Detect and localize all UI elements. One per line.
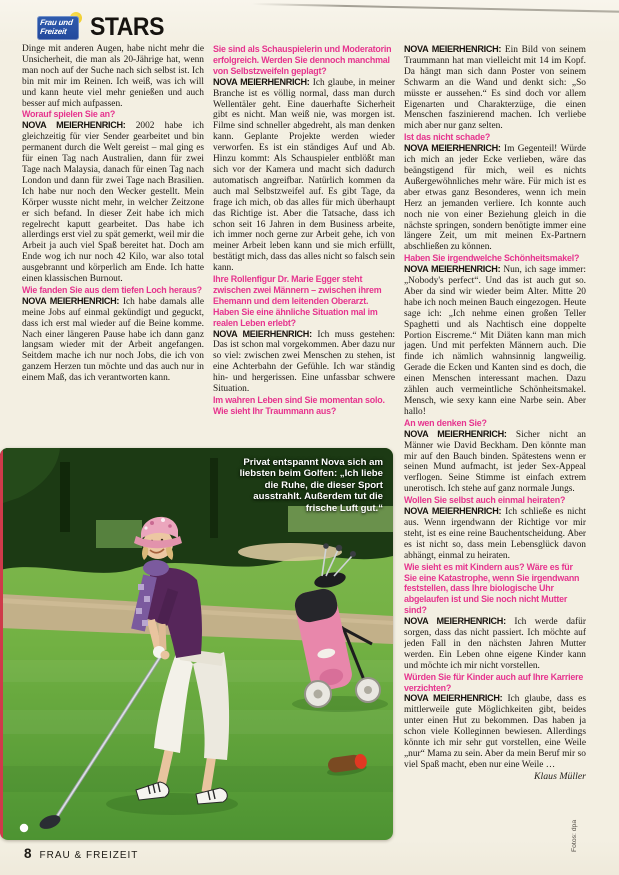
interview-question: Worauf spielen Sie an? <box>22 109 116 120</box>
page-edge-strip <box>0 448 3 840</box>
speaker-name: NOVA MEIERHENRICH: <box>213 328 312 339</box>
interview-answer: NOVA MEIERHENRICH: Ich habe damals alle meine Jobs auf einmal gekündigt und geguckt, dass ich erst mal wieder auf die Beine komme. Nach einer längeren Pause habe ich dann ganz langsam wieder mit der Arbeit angefangen. Seitdem mache ich nur noch Jobs, die ich von ganzem Herzen tun möchte und das auch nur in einem Maß, das ich verantworten kann. <box>22 295 204 384</box>
magazine-name: FRAU & FREIZEIT <box>39 850 139 861</box>
speaker-name: NOVA MEIERHENRICH: <box>404 143 501 154</box>
interview-question: Haben Sie irgendwelche Schönheitsmakel? <box>404 253 580 264</box>
interview-answer: NOVA MEIERHENRICH: Ich muss gestehen: Das ist schon mal vorgekommen. Aber dazu nur so viel: zwischen zwei Menschen zu stehen, ist eine Achterbahn der Gefühle. Ich war ständig hin- und hergerissen. Eine unfassbar schwere Situation. <box>213 328 395 395</box>
article-column-1 <box>22 44 204 446</box>
answer-continuation: Dinge mit anderen Augen, habe nicht mehr die Unsicherheit, die man als 20-Jährige hat, wenn man noch auf der Suche nach sich selbst ist. Ich bin mit mir im Reinen. Ich weiß, was ich will und kann heute viel mehr genießen und auch besser auf mich aufpassen. <box>22 44 204 109</box>
speaker-name: NOVA MEIERHENRICH: <box>404 506 502 517</box>
section-title: STARS <box>90 13 164 41</box>
interview-answer: NOVA MEIERHENRICH: Im Gegenteil! Würde ich mich an jeder Ecke verlieben, wäre das beängstigend für mich, weil es nichts Außergewöhnliches mehr wäre. Für mich ist es aber etwas ganz Besonderes, wenn ich mein Herz an jemanden verliere. Ich konnte auch noch nie von einer Beziehung gleich in die nächste springen, sondern benötigte immer eine längere Zeit, um mit meinen Ex-Partnern abschließen zu können. <box>404 143 586 253</box>
page-number: 8 <box>24 846 32 861</box>
logo-line2: Freizeit <box>39 26 67 36</box>
interview-question: Wie sieht es mit Kindern aus? Wäre es für Sie eine Katastrophe, wenn Sie irgendwann feststellen, dass Ihre biologische Uhr abgelaufen ist und Sie noch nicht Mutter sind? <box>404 561 580 616</box>
speaker-name: NOVA MEIERHENRICH: <box>404 616 506 627</box>
author-byline: Klaus Müller <box>534 770 586 782</box>
interview-question: An wen denken Sie? <box>404 417 487 428</box>
interview-question: Im wahren Leben sind Sie momentan solo. Wie sieht Ihr Traummann aus? <box>213 395 385 416</box>
interview-question: Würden Sie für Kinder auch auf Ihre Karriere verzichten? <box>404 671 584 693</box>
interview-question: Wie fanden Sie aus dem tiefen Loch heraus? <box>22 284 202 295</box>
interview-answer: NOVA MEIERHENRICH: Sicher nicht an Männer wie David Beckham. Den könnte man mir auf den Bauch binden. Spätestens wenn er seinen Mund aufmacht, ist jeder Sex-Appeal verflogen. Seine Stimme ist einfach extrem unerotisch. Ich stehe auf ganz normale Jungs. <box>404 428 586 495</box>
interview-answer: NOVA MEIERHENRICH: Ein Bild von seinem Traummann hat man vielleicht mit 14 im Kopf. Da hängt man sich dann Poster von seinem Schwarm an die Wand und denkt sich: „So müsste er aussehen.“ Es sind doch vor allem Eigenarten und Charakterzüge, die einen Menschen faszinierend machen. Ich verliebe mich aber nur ganz selten. <box>404 44 586 132</box>
interview-question: Wollen Sie selbst auch einmal heiraten? <box>404 495 566 506</box>
speaker-name: NOVA MEIERHENRICH: <box>22 120 126 131</box>
interview-answer: NOVA MEIERHENRICH: 2002 habe ich gleichzeitig für vier Sender gearbeitet und bin permanent durch die Welt gereist – mal ging es für einen Tag nach Australien, dann für zwei Tage nach Malaysia, danach für einen Tag nach London und dann für zwei Tage nach Brasilien. Ich habe nur noch den Wecker gestellt. Mein Körper wusste nicht mehr, in welcher Zeitzone er sich befand. In dieser Zeit habe ich mich regelrecht kaputt gearbeitet. Das habe ich allerdings erst viel zu spät gemerkt, weil mir die Arbeit ja auch viel Spaß bereitet hat. Doch am Ende wog ich nur noch 42 Kilo, war also total ausgebrannt und körperlich am Ende. Ich hatte einen klassischen Burnout. <box>22 120 204 285</box>
interview-question: Sie sind als Schauspielerin und Moderatorin erfolgreich. Werden Sie dennoch manchmal von Selbstzweifeln geplagt? <box>213 44 392 76</box>
magazine-logo-box <box>37 16 79 40</box>
interview-answer: NOVA MEIERHENRICH: Ich glaube, in meiner Branche ist es völlig normal, dass man durch Wellentäler geht. Eine dauerhafte Sicherheit gibt es nicht. Man weiß nie, was morgen ist. Filme sind schneller abgedreht, als man denken kann. Geplante Projekte werden wieder verworfen. Es ist ein ständiges Auf und Ab. Hinzu kommt: Als Schauspieler entblößt man sich vor der Kamera und macht sich dadurch automatisch angreifbar. Natürlich kommen da auch mal Selbstzweifel auf. Es gibt Tage, da frage ich mich, ob das alles für mich überhaupt das Richtige ist. Aber die Tatsache, dass ich schon seit 16 Jahren in dem Business arbeite, ich immer noch gerne zur Arbeit gehe, ich von meiner Arbeit leben kann und sie mich erfüllt, bestätigt mich, dass das alles nicht so falsch sein kann. <box>213 76 395 274</box>
article-column-2 <box>213 44 395 446</box>
interview-answer: NOVA MEIERHENRICH: Ich glaube, dass es mittlerweile gute Möglichkeiten gibt, beides unter einen Hut zu bekommen. Das haben ja schon viele Kolleginnen bewiesen. Allerdings könnte ich mir sehr gut vorstellen, eine Weile „nur“ Mama zu sein. Aber da mein Beruf mir so viel Spaß macht, eben nur eine Weile … <box>404 693 586 770</box>
speaker-name: NOVA MEIERHENRICH: <box>404 428 507 439</box>
page-footer <box>24 846 138 861</box>
scan-artifact-line <box>252 3 619 13</box>
speaker-name: NOVA MEIERHENRICH: <box>213 76 310 87</box>
speaker-name: NOVA MEIERHENRICH: <box>404 44 502 54</box>
speaker-name: NOVA MEIERHENRICH: <box>404 693 503 704</box>
magazine-logo <box>37 16 79 40</box>
interview-question: Ist das nicht schade? <box>404 132 491 143</box>
speaker-name: NOVA MEIERHENRICH: <box>404 264 501 275</box>
photo-caption: Privat entspannt Nova sich am liebsten beim Golfen: „Ich liebe die Ruhe, die dieser Sport ausstrahlt. Außerdem tut die frische Luft gut.“ <box>239 457 383 514</box>
interview-question: Ihre Rollenfigur Dr. Marie Egger steht zwischen zwei Männern – zwischen ihrem Ehemann und dem leitenden Oberarzt. Haben Sie eine ähnliche Situation mal im realen Leben erlebt? <box>213 274 382 328</box>
interview-answer: NOVA MEIERHENRICH: Ich schließe es nicht aus. Wenn irgendwann der Richtige vor mir steht, ist es eine reine Bauchentscheidung. Aber es ist nicht so, dass mein Lebensglück davon abhängt, einmal zu heiraten. <box>404 506 586 561</box>
interview-answer: NOVA MEIERHENRICH: Nun, ich sage immer: „Nobody's perfect“. Und das ist auch gut so. Aber da sind wir wieder beim Alter. Mitte 20 habe ich noch meinen Bauch eingezogen. Heute sage ich: „Ich nehme einen großen Teller Spaghetti und als Nachtisch eine doppelte Portion Eiscreme.“ Mit Diäten kann man mich jagen. Und mit perfekten Männern auch. Die finde ich nämlich wahnsinnig langweilig. Gerade die Ecken und Kanten sind es doch, die einen Menschen interessant machen. Dazu zählen auch vermeintliche Schönheitsmakel. Mensch, wie sexy kann eine Narbe sein. Aber hallo! <box>404 264 586 417</box>
speaker-name: NOVA MEIERHENRICH: <box>22 295 120 306</box>
interview-answer: NOVA MEIERHENRICH: Ich werde dafür sorgen, dass das nicht passiert. Ich möchte auf jeden Fall in den nächsten Jahren Mutter werden. Ein Leben ohne eigene Kinder kann und möchte ich mir nicht vorstellen. <box>404 616 586 671</box>
golf-photo <box>0 448 393 840</box>
logo-line1: Frau und <box>39 18 74 27</box>
article-column-3 <box>404 44 586 864</box>
page-header <box>37 13 170 42</box>
photo-credit: Fotos: dpa <box>571 819 578 852</box>
